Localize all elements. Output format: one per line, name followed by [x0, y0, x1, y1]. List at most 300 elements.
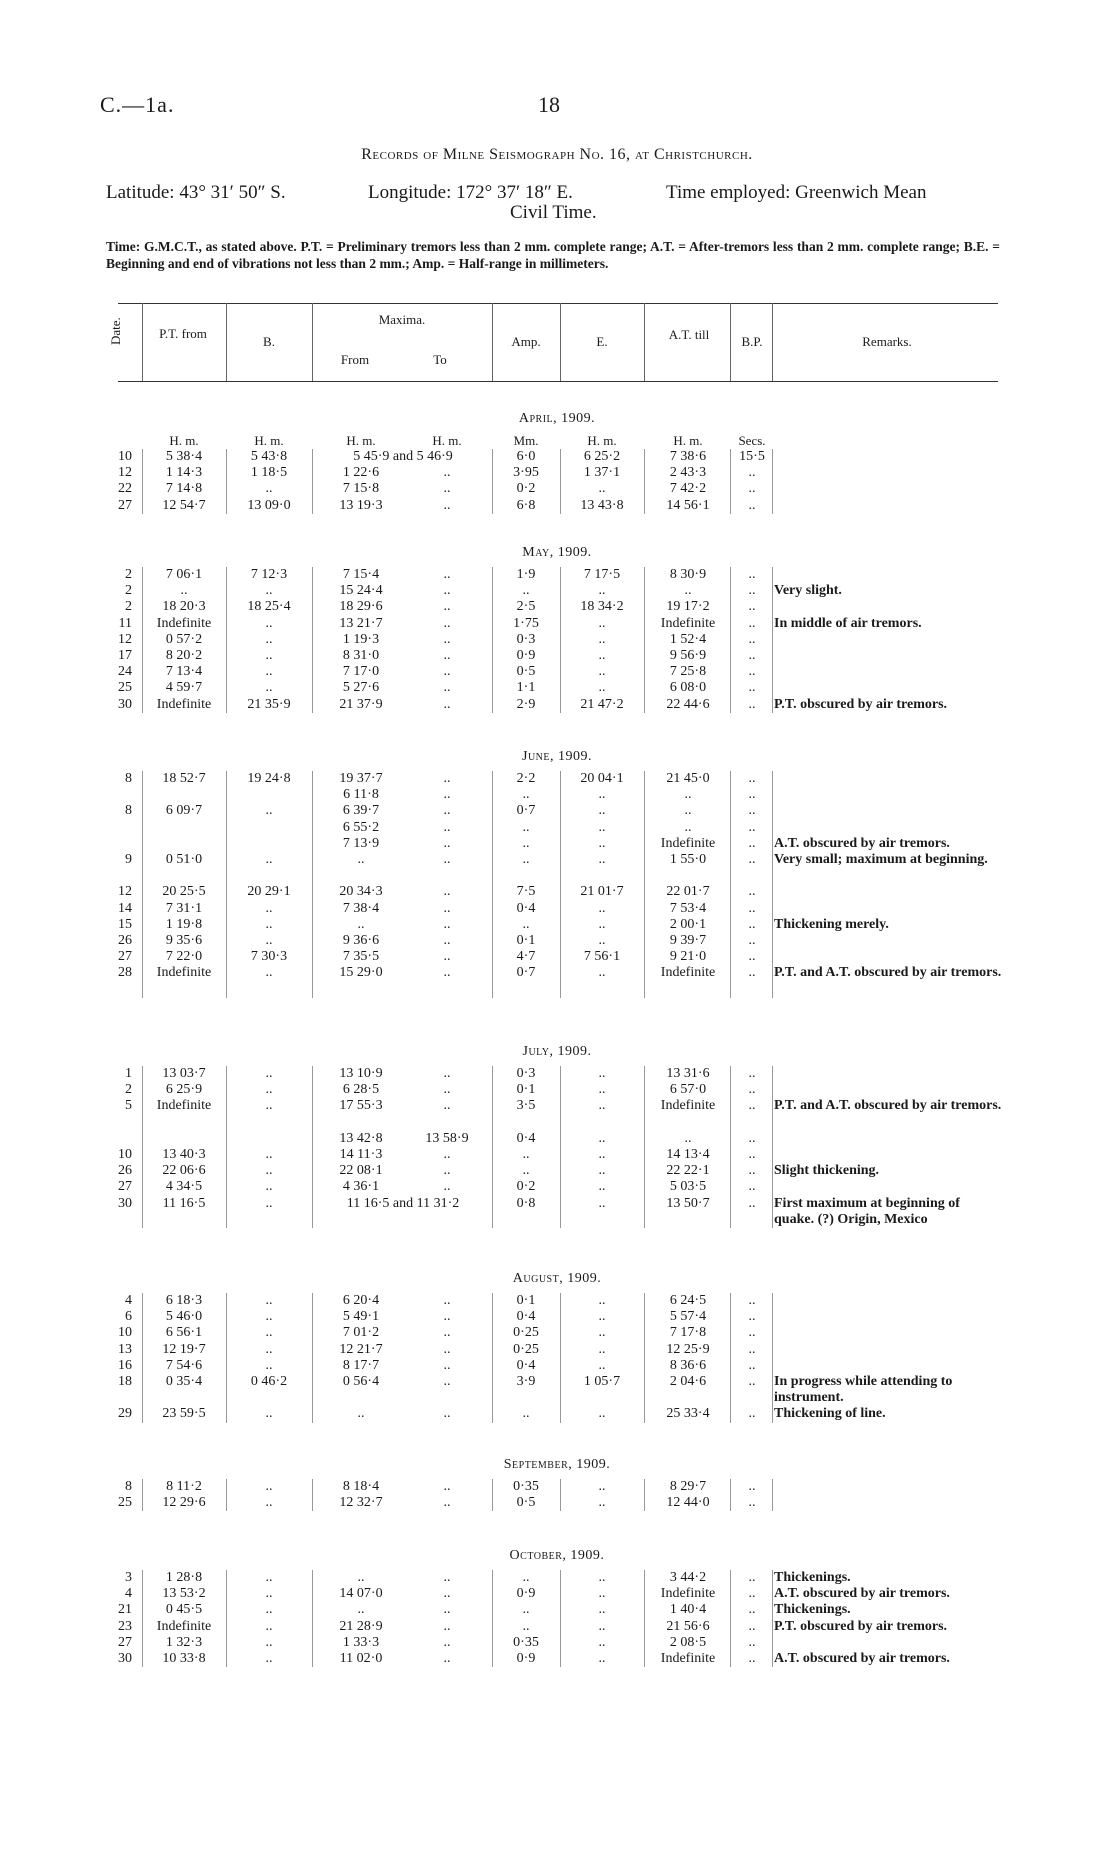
b-cell: ..: [265, 1147, 273, 1162]
bp-cell: ..: [748, 1098, 756, 1114]
bp-cell: ..: [748, 1651, 756, 1666]
pt-cell: 5 38·4: [165, 449, 203, 464]
amp-cell: 0·4: [516, 1357, 536, 1373]
b-cell: ..: [265, 803, 273, 819]
maxima-from-cell: 19 37·7: [339, 771, 383, 786]
b-cell: 0 46·2: [250, 1374, 288, 1389]
amp-cell: 6·0: [516, 449, 536, 464]
at-cell: 19 17·2: [666, 599, 710, 615]
maxima-to-cell: ..: [443, 771, 451, 786]
table-row: [0, 449, 1114, 466]
maxima-to-cell: 13 58·9: [425, 1130, 469, 1146]
date-cell: 30: [118, 1651, 132, 1666]
at-cell: Indefinite: [660, 835, 716, 851]
maxima-to-cell: ..: [443, 481, 451, 497]
at-cell: ..: [684, 787, 692, 803]
date-cell: 24: [118, 664, 132, 680]
maxima-to-cell: ..: [443, 696, 451, 712]
remarks-cell: Thickening of line.: [774, 1406, 886, 1422]
amp-cell: 0·8: [516, 1195, 536, 1211]
maxima-to-cell: ..: [443, 949, 451, 965]
bp-cell: ..: [748, 1479, 756, 1494]
maxima-from-cell: 15 24·4: [339, 583, 383, 599]
month-heading: September, 1909.: [503, 1457, 611, 1472]
b-cell: ..: [265, 1495, 273, 1511]
amp-cell: 0·3: [516, 631, 536, 647]
e-cell: ..: [598, 1357, 606, 1373]
bp-cell: ..: [748, 1066, 756, 1081]
at-cell: 9 21·0: [669, 949, 707, 965]
date-cell: 8: [125, 803, 132, 819]
at-cell: 22 22·1: [666, 1163, 710, 1179]
b-cell: ..: [265, 1602, 273, 1618]
table-row: [0, 498, 1114, 515]
at-cell: 9 39·7: [669, 933, 707, 948]
remarks-cell: P.T. and A.T. obscured by air tremors.: [774, 1098, 1002, 1114]
pt-cell: Indefinite: [156, 1098, 212, 1114]
amp-cell: 0·5: [516, 1495, 536, 1511]
maxima-to-cell: ..: [443, 1341, 451, 1357]
pt-cell: 7 31·1: [165, 900, 203, 916]
table-row: [0, 465, 1114, 482]
col-divider: [560, 303, 561, 381]
bp-cell: ..: [748, 1341, 756, 1357]
amp-cell: 0·4: [516, 900, 536, 916]
at-cell: 22 44·6: [666, 696, 710, 712]
maxima-to-cell: ..: [443, 1357, 451, 1373]
amp-cell: 4·7: [516, 949, 536, 965]
bp-cell: ..: [748, 835, 756, 851]
table-row: [0, 1495, 1114, 1512]
maxima-from-cell: ..: [357, 1406, 365, 1422]
maxima-from-cell: 6 55·2: [342, 819, 380, 835]
unit-label: H. m.: [346, 433, 376, 448]
amp-cell: 0·4: [516, 1130, 536, 1146]
e-cell: ..: [598, 1602, 606, 1618]
bp-cell: ..: [748, 567, 756, 582]
at-cell: 6 57·0: [669, 1082, 707, 1098]
maxima-from-cell: 14 07·0: [339, 1586, 383, 1602]
maxima-from-cell: 6 28·5: [342, 1082, 380, 1098]
maxima-to-cell: ..: [443, 1163, 451, 1179]
date-cell: 14: [118, 900, 132, 916]
remarks-cell: Thickening merely.: [774, 916, 889, 932]
b-cell: ..: [265, 1406, 273, 1422]
maxima-from-cell: 20 34·3: [339, 884, 383, 900]
b-cell: ..: [265, 615, 273, 631]
maxima-from-cell: 13 10·9: [339, 1066, 383, 1081]
maxima-from-cell: ..: [357, 916, 365, 932]
table-row: [0, 481, 1114, 498]
b-cell: ..: [265, 1357, 273, 1373]
at-cell: 6 24·5: [669, 1293, 707, 1308]
e-cell: 13 43·8: [580, 497, 624, 513]
pt-cell: 4 59·7: [165, 680, 203, 696]
b-cell: ..: [265, 1325, 273, 1341]
b-cell: 18 25·4: [247, 599, 291, 615]
pt-cell: 6 25·9: [165, 1082, 203, 1098]
bp-cell: ..: [748, 615, 756, 631]
at-cell: 7 38·6: [669, 449, 707, 464]
maxima-from-cell: 17 55·3: [339, 1098, 383, 1114]
col-b-header: B.: [263, 334, 275, 349]
maxima-from-cell: 14 11·3: [339, 1147, 383, 1162]
at-cell: 5 03·5: [669, 1179, 707, 1195]
col-divider: [492, 303, 493, 381]
table-row: [0, 1147, 1114, 1164]
bp-cell: ..: [748, 664, 756, 680]
maxima-from-cell: 12 32·7: [339, 1495, 383, 1511]
bp-cell: ..: [748, 1495, 756, 1511]
pt-cell: 7 54·6: [165, 1357, 203, 1373]
maxima-from-cell: 15 29·0: [339, 965, 383, 981]
e-cell: ..: [598, 1179, 606, 1195]
remarks-cell: Slight thickening.: [774, 1163, 880, 1179]
maxima-to-cell: ..: [443, 1570, 451, 1585]
unit-label: H. m.: [254, 433, 284, 448]
bp-cell: ..: [748, 648, 756, 663]
bp-cell: ..: [748, 771, 756, 786]
maxima-to-cell: ..: [443, 497, 451, 513]
maxima-to-cell: ..: [443, 916, 451, 932]
amp-cell: 7·5: [516, 884, 536, 900]
date-cell: 17: [118, 648, 132, 663]
pt-cell: 6 09·7: [165, 803, 203, 819]
amp-cell: ..: [522, 1406, 530, 1422]
bp-cell: ..: [748, 696, 756, 712]
maxima-to-cell: ..: [443, 1309, 451, 1325]
date-cell: 10: [118, 449, 132, 464]
e-cell: ..: [598, 1651, 606, 1666]
maxima-to-cell: ..: [443, 1495, 451, 1511]
table-row: [0, 1325, 1114, 1342]
b-cell: ..: [265, 1586, 273, 1602]
bp-cell: ..: [748, 1325, 756, 1341]
col-remarks-header: Remarks.: [862, 334, 912, 349]
unit-label: Mm.: [513, 433, 539, 448]
maxima-to-cell: ..: [443, 567, 451, 582]
bp-cell: ..: [748, 680, 756, 696]
b-cell: ..: [265, 933, 273, 948]
date-cell: 2: [125, 567, 132, 582]
pt-cell: 6 56·1: [165, 1325, 203, 1341]
table-row: [0, 1358, 1114, 1375]
bp-cell: ..: [748, 1293, 756, 1308]
table-row: [0, 599, 1114, 616]
at-cell: 2 00·1: [669, 916, 707, 932]
b-cell: ..: [265, 965, 273, 981]
e-cell: ..: [598, 1406, 606, 1422]
maxima-to-cell: ..: [443, 1147, 451, 1162]
amp-cell: ..: [522, 1618, 530, 1634]
bp-cell: ..: [748, 1406, 756, 1422]
date-cell: 26: [118, 1163, 132, 1179]
maxima-from-cell: 7 15·8: [342, 481, 380, 497]
amp-cell: 0·3: [516, 1066, 536, 1081]
maxima-from-cell: ..: [357, 852, 365, 867]
b-cell: ..: [265, 1195, 273, 1211]
amp-cell: ..: [522, 819, 530, 835]
maxima-from-cell: 18 29·6: [339, 599, 383, 615]
date-cell: 23: [118, 1618, 132, 1634]
table-row: [0, 949, 1114, 966]
maxima-to-cell: ..: [443, 1374, 451, 1389]
e-cell: 1 05·7: [583, 1374, 621, 1389]
maxima-to-cell: ..: [443, 1082, 451, 1098]
bp-cell: ..: [748, 949, 756, 965]
maxima-from-cell: 8 17·7: [342, 1357, 380, 1373]
maxima-from-cell: 6 11·8: [343, 787, 379, 803]
b-cell: ..: [265, 1341, 273, 1357]
b-cell: ..: [265, 1618, 273, 1634]
pt-cell: Indefinite: [156, 965, 212, 981]
e-cell: ..: [598, 787, 606, 803]
b-cell: 5 43·8: [250, 449, 288, 464]
bp-cell: ..: [748, 631, 756, 647]
b-cell: ..: [265, 631, 273, 647]
unit-label: H. m.: [432, 433, 462, 448]
table-row: [0, 771, 1114, 788]
b-cell: ..: [265, 1651, 273, 1666]
b-cell: ..: [265, 583, 273, 599]
maxima-from-cell: 5 49·1: [342, 1309, 380, 1325]
e-cell: ..: [598, 916, 606, 932]
e-cell: ..: [598, 481, 606, 497]
e-cell: ..: [598, 819, 606, 835]
time-employed: Time employed: Greenwich Mean: [666, 182, 927, 203]
maxima-from-cell: 7 15·4: [342, 567, 380, 582]
e-cell: ..: [598, 615, 606, 631]
bp-cell: ..: [748, 933, 756, 948]
month-heading: October, 1909.: [509, 1548, 605, 1563]
pt-cell: 11 16·5: [162, 1195, 206, 1211]
b-cell: ..: [265, 1479, 273, 1494]
maxima-to-cell: ..: [443, 631, 451, 647]
at-cell: 14 56·1: [666, 497, 710, 513]
bp-cell: ..: [748, 819, 756, 835]
maxima-from-cell: 9 36·6: [342, 933, 380, 948]
e-cell: ..: [598, 680, 606, 696]
pt-cell: 20 25·5: [162, 884, 206, 900]
month-heading: April, 1909.: [518, 411, 596, 426]
at-cell: Indefinite: [660, 1651, 716, 1666]
maxima-from-cell: 5 27·6: [342, 680, 380, 696]
maxima-to-cell: ..: [443, 583, 451, 599]
table-row: [0, 787, 1114, 804]
date-cell: 6: [125, 1309, 132, 1325]
amp-cell: 0·25: [513, 1341, 539, 1357]
col-divider: [730, 303, 731, 381]
date-cell: 27: [118, 949, 132, 965]
bp-cell: ..: [748, 803, 756, 819]
maxima-to-cell: ..: [443, 599, 451, 615]
table-row: [0, 664, 1114, 681]
pt-cell: 8 11·2: [166, 1479, 202, 1494]
maxima-from-cell: 13 19·3: [339, 497, 383, 513]
remarks-cell: In middle of air tremors.: [774, 615, 922, 631]
pt-cell: 1 19·8: [165, 916, 203, 932]
table-row: [0, 1635, 1114, 1652]
bp-cell: ..: [748, 1195, 756, 1211]
maxima-to-cell: ..: [443, 852, 451, 867]
amp-cell: 0·5: [516, 664, 536, 680]
at-cell: 8 36·6: [669, 1357, 707, 1373]
amp-cell: 0·1: [516, 1082, 536, 1098]
e-cell: ..: [598, 1479, 606, 1494]
header-rule-bottom: [118, 381, 998, 382]
e-cell: ..: [598, 1309, 606, 1325]
col-divider: [772, 303, 773, 381]
maxima-to-cell: ..: [443, 1634, 451, 1650]
col-divider: [226, 303, 227, 381]
col-bp-header: B.P.: [741, 334, 763, 349]
b-cell: 13 09·0: [247, 497, 291, 513]
date-cell: 26: [118, 933, 132, 948]
remarks-cell: P.T. obscured by air tremors.: [774, 696, 948, 712]
maxima-from-cell: 7 01·2: [342, 1325, 380, 1341]
date-cell: 18: [118, 1374, 132, 1389]
col-divider: [644, 303, 645, 381]
amp-cell: 2·9: [516, 696, 536, 712]
col-to-header: To: [433, 352, 447, 367]
amp-cell: 1·9: [516, 567, 536, 582]
bp-cell: ..: [748, 900, 756, 916]
amp-cell: 2·2: [516, 771, 536, 786]
date-cell: 12: [118, 884, 132, 900]
e-cell: ..: [598, 1586, 606, 1602]
maxima-from-cell: 7 17·0: [342, 664, 380, 680]
bp-cell: ..: [748, 1374, 756, 1389]
e-cell: ..: [598, 631, 606, 647]
e-cell: ..: [598, 664, 606, 680]
maxima-to-cell: ..: [443, 1179, 451, 1195]
e-cell: ..: [598, 648, 606, 663]
b-cell: ..: [265, 916, 273, 932]
b-cell: 7 30·3: [250, 949, 288, 965]
pt-cell: 9 35·6: [165, 933, 203, 948]
amp-cell: 6·8: [516, 497, 536, 513]
e-cell: 20 04·1: [580, 771, 624, 786]
maxima-from-cell: 8 31·0: [342, 648, 380, 663]
at-cell: 5 57·4: [669, 1309, 707, 1325]
table-row: [0, 632, 1114, 649]
maxima-from-cell: 11 02·0: [339, 1651, 383, 1666]
pt-cell: 1 32·3: [165, 1634, 203, 1650]
maxima-to-cell: ..: [443, 835, 451, 851]
maxima-from-cell: 1 19·3: [342, 631, 380, 647]
maxima-from-cell: 22 08·1: [339, 1163, 383, 1179]
pt-cell: 6 18·3: [165, 1293, 203, 1308]
e-cell: ..: [598, 852, 606, 867]
date-cell: 21: [118, 1602, 132, 1618]
maxima-from-cell: 7 38·4: [342, 900, 380, 916]
amp-cell: 1·1: [516, 680, 536, 696]
table-row: [0, 820, 1114, 837]
col-at-header: A.T. till: [668, 327, 710, 342]
at-cell: 13 50·7: [666, 1195, 710, 1211]
table-row: [0, 1066, 1114, 1083]
remarks-cell: First maximum at beginning of quake. (?) Origin, Mexico: [774, 1195, 960, 1227]
date-cell: 30: [118, 1195, 132, 1211]
header-reference: C.—1a.: [100, 92, 175, 117]
maxima-to-cell: ..: [443, 1325, 451, 1341]
maxima-to-cell: ..: [443, 1479, 451, 1494]
maxima-to-cell: ..: [443, 1293, 451, 1308]
bp-cell: ..: [748, 497, 756, 513]
table-row: [0, 1479, 1114, 1496]
amp-cell: 0·9: [516, 648, 536, 663]
e-cell: ..: [598, 1634, 606, 1650]
date-cell: 16: [118, 1357, 132, 1373]
maxima-to-cell: ..: [443, 819, 451, 835]
at-cell: 21 56·6: [666, 1618, 710, 1634]
maxima-to-cell: ..: [443, 803, 451, 819]
remarks-cell: A.T. obscured by air tremors.: [774, 1586, 950, 1602]
date-cell: 9: [125, 852, 132, 867]
amp-cell: 1·75: [513, 615, 539, 631]
at-cell: 7 25·8: [669, 664, 707, 680]
at-cell: 3 44·2: [669, 1570, 707, 1585]
pt-cell: ..: [180, 583, 188, 599]
maxima-from-cell: 12 21·7: [339, 1341, 383, 1357]
maxima-from-cell: 4 36·1: [342, 1179, 380, 1195]
date-cell: 27: [118, 1179, 132, 1195]
longitude: Longitude: 172° 37′ 18″ E.: [368, 182, 573, 203]
unit-label: Secs.: [738, 433, 766, 448]
col-e-header: E.: [596, 334, 608, 349]
month-heading: May, 1909.: [522, 545, 592, 560]
date-cell: 10: [118, 1325, 132, 1341]
e-cell: ..: [598, 583, 606, 599]
date-cell: 5: [125, 1098, 132, 1114]
remarks-cell: Very slight.: [774, 583, 842, 599]
pt-cell: 5 46·0: [165, 1309, 203, 1325]
date-cell: 3: [125, 1570, 132, 1585]
e-cell: ..: [598, 1066, 606, 1081]
maxima-to-cell: ..: [443, 1618, 451, 1634]
bp-cell: ..: [748, 916, 756, 932]
amp-cell: 0·35: [513, 1634, 539, 1650]
e-cell: ..: [598, 1098, 606, 1114]
table-row: [0, 901, 1114, 918]
units-row: [0, 433, 1114, 450]
date-cell: 8: [125, 771, 132, 786]
pt-cell: 13 40·3: [162, 1147, 206, 1162]
e-cell: ..: [598, 1293, 606, 1308]
b-cell: ..: [265, 481, 273, 497]
e-cell: 7 56·1: [583, 949, 621, 965]
maxima-from-cell: 6 20·4: [342, 1293, 380, 1308]
maxima-from-cell: 6 39·7: [342, 803, 380, 819]
remarks-cell: A.T. obscured by air tremors.: [774, 835, 950, 851]
table-row: [0, 1082, 1114, 1099]
at-cell: 2 43·3: [669, 465, 707, 481]
pt-cell: 1 28·8: [165, 1570, 203, 1585]
date-cell: 2: [125, 1082, 132, 1098]
bp-cell: ..: [748, 1586, 756, 1602]
remarks-cell: In progress while attending to instrument.: [774, 1374, 953, 1405]
remarks-cell: P.T. obscured by air tremors.: [774, 1618, 948, 1634]
bp-cell: ..: [748, 1618, 756, 1634]
b-cell: ..: [265, 900, 273, 916]
remarks-cell: A.T. obscured by air tremors.: [774, 1651, 950, 1666]
at-cell: Indefinite: [660, 615, 716, 631]
bp-cell: ..: [748, 884, 756, 900]
e-cell: ..: [598, 835, 606, 851]
pt-cell: 12 54·7: [162, 497, 206, 513]
pt-cell: Indefinite: [156, 1618, 212, 1634]
bp-cell: ..: [748, 1179, 756, 1195]
